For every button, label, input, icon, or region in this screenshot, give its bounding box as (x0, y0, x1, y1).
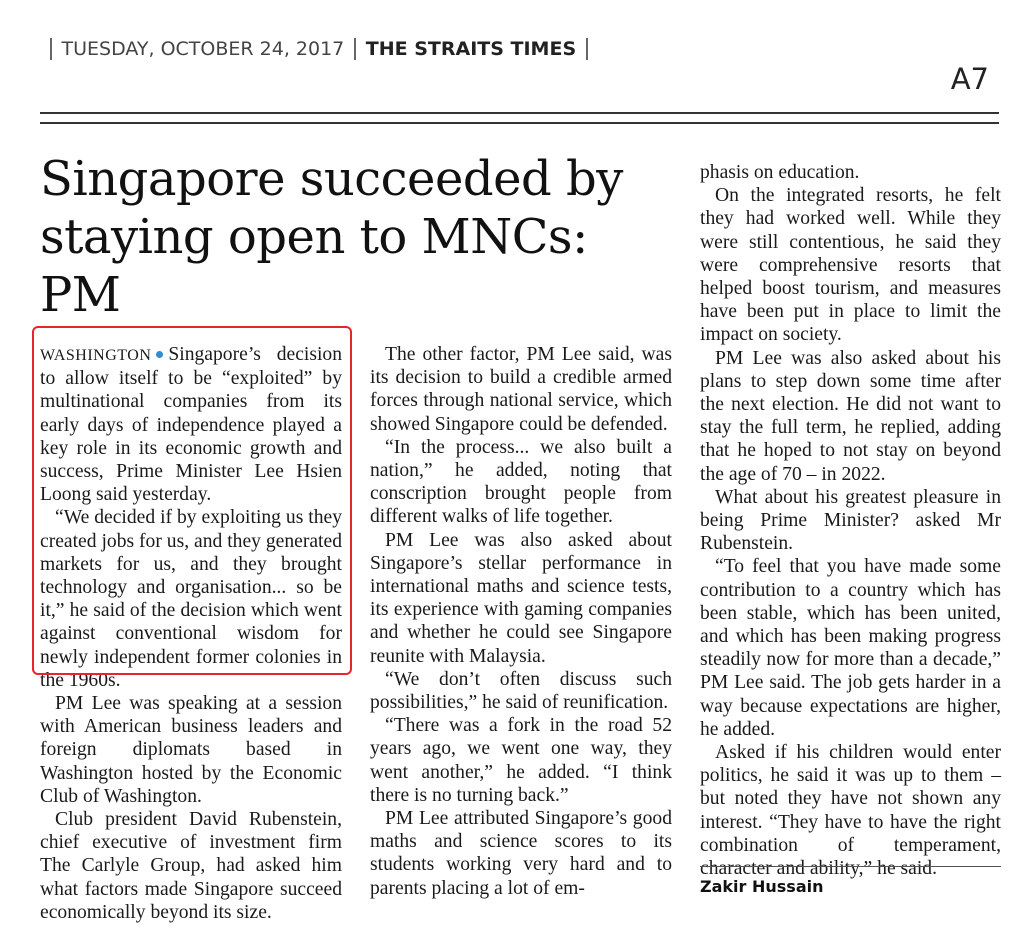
masthead (40, 34, 598, 64)
paragraph: On the integrated resorts, he felt they had worked well. While they were still contentious, he said they were comprehensive resorts that helped boost tourism, and measures have been put in place to limit the impact on society. (700, 185, 1001, 346)
paragraph: PM Lee was also asked about his plans to step down some time after the next election. He did not want to stay the full term, he replied, adding that he hoped to not stay on beyond the age of 70 – in 2022. (700, 347, 1001, 485)
dateline: WASHINGTON (40, 347, 152, 364)
paragraph: “We don’t often discuss such possibilities,” he said of reunification. (370, 668, 672, 714)
paragraph: The other factor, PM Lee said, was its decision to build a credible armed forces through national service, which showed Singapore could be defended. (370, 344, 672, 435)
byline: Zakir Hussain (700, 877, 824, 896)
divider (586, 38, 588, 60)
article-column-3 (700, 161, 1001, 880)
paragraph: “To feel that you have made some contribution to a country which has been stable, which has been united, and which has been making progress steadily now for more than a decade,” PM Lee said. The job gets harder in a way because expectations are higher, he added. (700, 556, 1001, 740)
paragraph: What about his greatest pleasure in being Prime Minister? asked Mr Rubenstein. (700, 486, 1001, 555)
headline-line: Singapore succeeded by (40, 151, 623, 207)
paragraph: Asked if his children would enter politics, he said it was up to them – but noted they have not shown any interest. “They have to have the right combination of temperament, character and ability,” he said. (700, 742, 1001, 880)
byline-rule (700, 866, 1001, 867)
divider (354, 38, 356, 60)
header-rule (40, 112, 999, 124)
highlight-box (32, 326, 352, 675)
paragraph: PM Lee was also asked about Singapore’s stellar performance in international maths and science tests, its experience with gaming companies and whether he could see Singapore reunite with Malaysia. (370, 529, 672, 667)
paragraph: Club president David Rubenstein, chief executive of investment firm The Carlyle Group, had asked him what factors made Singapore succeed economically beyond its size. (40, 809, 342, 923)
paragraph: PM Lee attributed Singapore’s good maths and science scores to its students working very hard and to parents placing a lot of em- (370, 808, 672, 899)
page-number: A7 (950, 62, 989, 96)
paragraph-continuation: phasis on education. (700, 162, 860, 183)
paragraph: “In the process... we also built a nation,” he added, noting that conscription brought people from different walks of life together. (370, 436, 672, 528)
paragraph: “There was a fork in the road 52 years ago, we went one way, they went another,” he added. “I think there is no turning back.” (370, 715, 672, 806)
paragraph: “We decided if by exploiting us they created jobs for us, and they generated markets for us, and they brought technology and organisation... so be it,” he said of the decision which went against conventional wisdom for newly independent former colonies in the 1960s. (40, 507, 342, 691)
article-column-2 (370, 343, 672, 900)
issue-date: TUESDAY, OCTOBER 24, 2017 (61, 38, 345, 60)
paragraph: PM Lee was speaking at a session with American business leaders and foreign diplomats based in Washington hosted by the Economic Club of Washington. (40, 693, 342, 807)
divider (50, 38, 52, 60)
headline (40, 150, 680, 324)
publication-name: THE STRAITS TIMES (365, 38, 577, 60)
headline-line: staying open to MNCs: PM (40, 209, 588, 323)
paragraph-text: Singapore’s decision to allow itself to be “exploited” by multinational companies from its early days of independence played a key role in its economic growth and success, Prime Minister Lee Hsien Loong said yesterday. (40, 344, 342, 506)
